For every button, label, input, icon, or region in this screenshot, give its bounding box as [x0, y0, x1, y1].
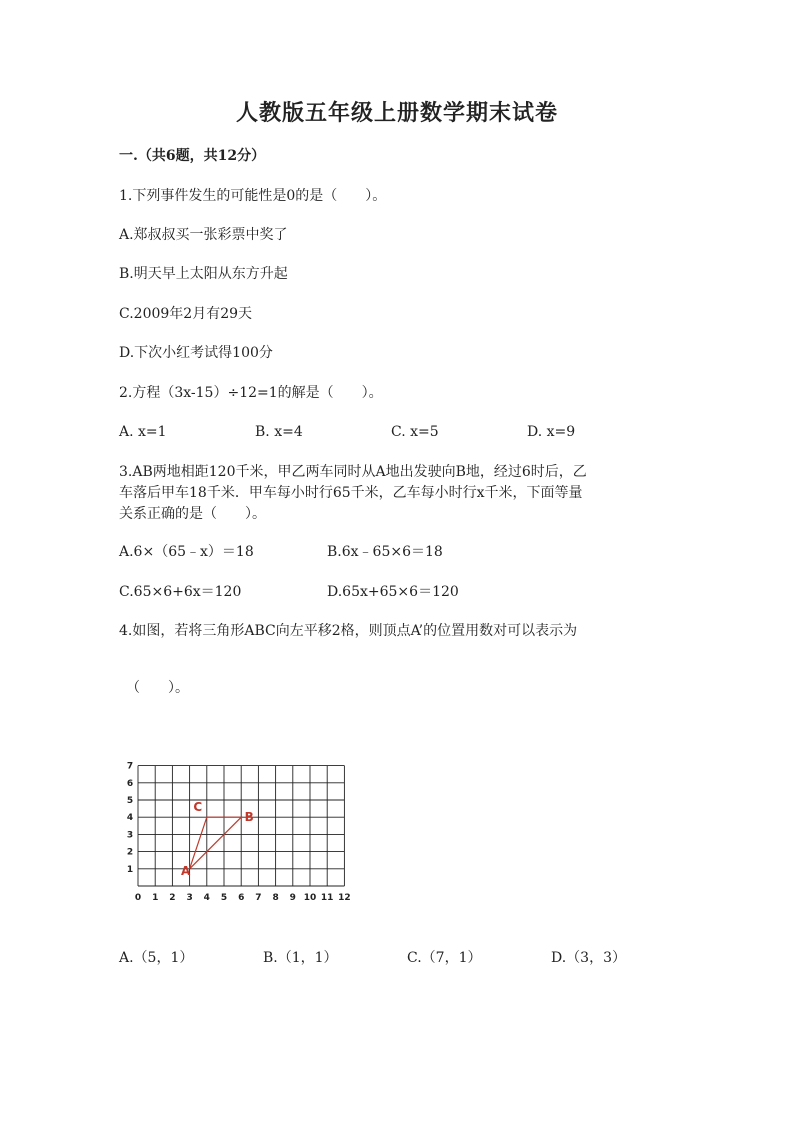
y-tick-label: 4: [126, 813, 134, 824]
q1-option-b[interactable]: B.明天早上太阳从东方升起: [119, 266, 288, 282]
x-tick-label: 10: [303, 893, 317, 903]
q3-option-b[interactable]: B.6x﹣65×6＝18: [327, 544, 443, 560]
q1-option-d[interactable]: D.下次小红考试得100分: [119, 345, 273, 361]
vertex-label-a: A: [180, 863, 191, 878]
q4-option-b[interactable]: B.（1，1）: [263, 950, 338, 966]
x-tick-label: 8: [272, 893, 279, 903]
q4-option-a[interactable]: A.（5，1）: [119, 950, 194, 966]
x-tick-label: 7: [255, 893, 262, 903]
q2-option-d[interactable]: D. x=9: [527, 424, 576, 440]
y-tick-label: 3: [126, 830, 134, 841]
q3-options-row-1: [119, 542, 719, 562]
y-tick-label: 2: [126, 847, 134, 858]
triangle-abc: [190, 817, 242, 869]
q3-option-d[interactable]: D.65x+65×6＝120: [327, 584, 459, 600]
x-tick-label: 5: [220, 893, 228, 903]
vertex-label-b: B: [244, 810, 254, 825]
coordinate-grid: [118, 758, 358, 908]
q2-option-a[interactable]: A. x=1: [119, 424, 167, 440]
y-tick-label: 6: [126, 778, 134, 789]
y-tick-label: 1: [126, 864, 134, 875]
q2-option-b[interactable]: B. x=4: [255, 424, 303, 440]
q4-options: [119, 948, 719, 968]
x-tick-label: 2: [169, 893, 176, 903]
question-3-stem-line-1: 3.AB两地相距120千米，甲乙两车同时从A地出发驶向B地，经过6时后，乙: [119, 464, 587, 480]
question-3-stem-line-3: 关系正确的是（ ）。: [119, 506, 266, 522]
question-1-stem: 1.下列事件发生的可能性是0的是（ ）。: [119, 188, 387, 204]
question-3-stem-line-2: 车落后甲车18千米．甲车每小时行65千米，乙车每小时行x千米，下面等量: [119, 485, 583, 501]
x-tick-label: 4: [203, 893, 210, 903]
q2-options: [119, 422, 719, 442]
x-tick-label: 1: [152, 893, 159, 903]
question-2-stem: 2.方程（3x-15）÷12=1的解是（ ）。: [119, 385, 383, 401]
vertex-label-c: C: [193, 800, 203, 815]
exam-title: 人教版五年级上册数学期末试卷: [235, 100, 558, 126]
q4-option-d[interactable]: D.（3，3）: [551, 950, 626, 966]
q2-option-c[interactable]: C. x=5: [391, 424, 439, 440]
q3-options-row-2: [119, 582, 719, 602]
q3-option-a[interactable]: A.6×（65﹣x）＝18: [119, 544, 254, 560]
x-tick-label: 11: [320, 893, 334, 903]
x-tick-label: 12: [338, 893, 351, 903]
section-heading: 一.（共6题，共12分）: [119, 148, 266, 164]
q1-option-a[interactable]: A.郑叔叔买一张彩票中奖了: [119, 227, 288, 243]
x-tick-label: 3: [186, 893, 193, 903]
q4-option-c[interactable]: C.（7，1）: [407, 950, 482, 966]
x-tick-label: 9: [289, 893, 296, 903]
y-tick-label: 5: [126, 796, 134, 806]
q3-option-c[interactable]: C.65×6+6x＝120: [119, 584, 242, 600]
q1-option-c[interactable]: C.2009年2月有29天: [119, 306, 253, 322]
x-tick-label: 6: [238, 893, 245, 903]
coordinate-grid-figure: [118, 758, 358, 908]
question-4-stem: 4.如图，若将三角形ABC向左平移2格，则顶点A’的位置用数对可以表示为: [119, 623, 578, 639]
question-4-blank: （ ）。: [126, 680, 189, 696]
y-tick-label: 7: [126, 761, 134, 772]
x-tick-label: 0: [134, 893, 142, 903]
